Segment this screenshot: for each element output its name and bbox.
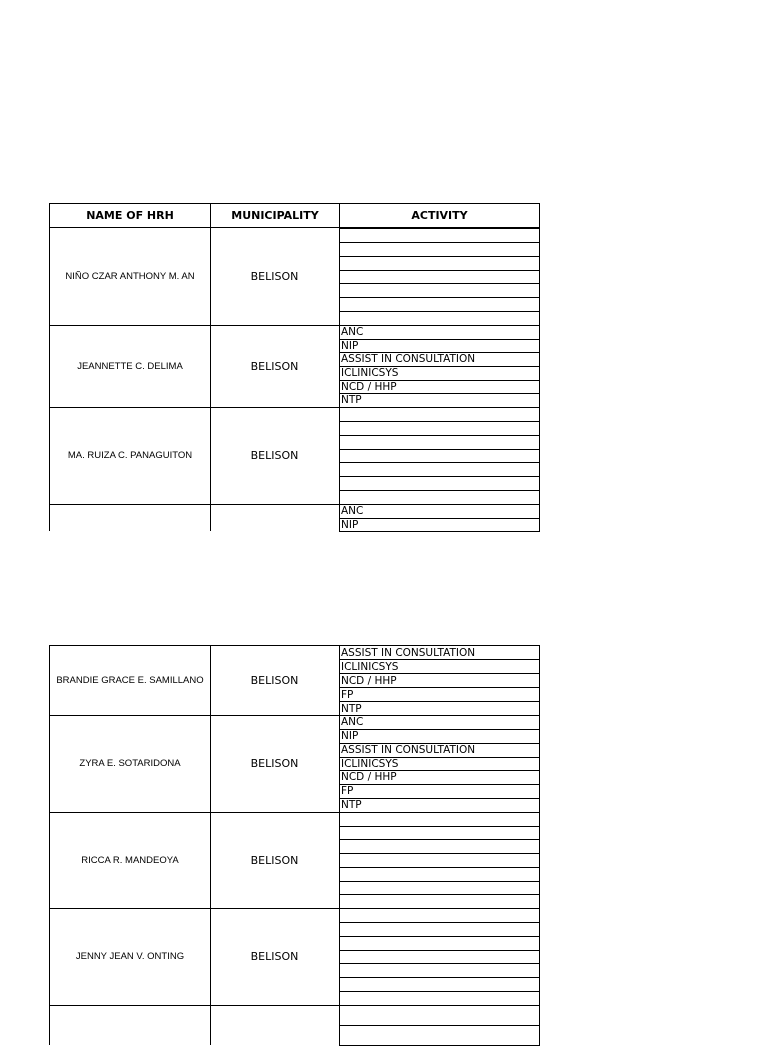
hrh-name-cell [49,504,211,531]
table-row [49,407,540,504]
header-municipality: MUNICIPALITY [210,203,340,228]
activity-cell [339,228,540,243]
row-divider [49,504,540,505]
activity-list [339,908,540,1005]
activity-cell [339,297,540,312]
row-divider [49,407,540,408]
table-bottom-edge [339,531,540,532]
municipality-cell: BELISON [210,812,340,908]
activity-cell [339,242,540,257]
row-divider [49,645,540,646]
municipality-cell [210,504,340,531]
activity-cell [339,839,540,854]
row-divider [49,908,540,909]
table-row [49,504,540,531]
activity-cell: NIP [339,729,540,744]
hrh-name-cell: ZYRA E. SOTARIDONA [49,715,211,812]
activity-list [339,645,540,715]
activity-cell: NTP [339,701,540,716]
municipality-cell: BELISON [210,325,340,407]
activity-cell [339,476,540,491]
activity-cell [339,283,540,298]
activity-cell: ANC [339,325,540,340]
hrh-name-cell: NIÑO CZAR ANTHONY M. AN [49,228,211,325]
activity-cell [339,462,540,477]
activity-cell [339,991,540,1006]
activity-cell: NCD / HHP [339,380,540,395]
table-page-2 [49,645,540,1024]
activity-cell: ICLINICSYS [339,757,540,772]
activity-list [339,715,540,812]
municipality-cell: BELISON [210,908,340,1005]
activity-cell [339,421,540,436]
activity-cell [339,449,540,464]
activity-cell [339,894,540,909]
activity-cell [339,881,540,896]
activity-cell: NIP [339,518,540,533]
activity-cell [339,407,540,422]
activity-cell [339,270,540,285]
activity-list [339,228,540,325]
activity-cell: FP [339,687,540,702]
activity-list [339,325,540,407]
table-row [49,812,540,908]
row-divider [49,1005,540,1006]
activity-cell: NIP [339,339,540,354]
activity-cell [339,435,540,450]
hrh-name-cell: MA. RUIZA C. PANAGUITON [49,407,211,504]
activity-cell: NTP [339,798,540,813]
municipality-cell: BELISON [210,645,340,715]
row-divider [49,715,540,716]
activity-cell: ASSIST IN CONSULTATION [339,645,540,660]
activity-cell [339,1025,540,1046]
activity-cell: NTP [339,393,540,408]
activity-cell: ICLINICSYS [339,366,540,381]
activity-list [339,407,540,504]
hrh-name-cell: BRANDIE GRACE E. SAMILLANO [49,645,211,715]
activity-cell [339,826,540,841]
activity-list [339,1005,540,1045]
table-row [49,325,540,407]
activity-cell [339,977,540,992]
activity-cell: NCD / HHP [339,673,540,688]
activity-cell [339,853,540,868]
activity-cell [339,936,540,951]
header-name-of-hrh: NAME OF HRH [49,203,211,228]
hrh-name-cell: JEANNETTE C. DELIMA [49,325,211,407]
hrh-name-cell: JENNY JEAN V. ONTING [49,908,211,1005]
table-page-1 [49,203,540,533]
header-activity: ACTIVITY [339,203,540,228]
table-row [49,908,540,1005]
activity-cell: ANC [339,504,540,519]
row-divider [49,325,540,326]
activity-cell [339,963,540,978]
hrh-name-cell: RICCA R. MANDEOYA [49,812,211,908]
activity-list [339,812,540,908]
activity-cell [339,922,540,937]
municipality-cell [210,1005,340,1045]
activity-cell [339,867,540,882]
table-row [49,645,540,715]
activity-cell [339,1005,540,1026]
activity-cell: ASSIST IN CONSULTATION [339,352,540,367]
activity-cell [339,311,540,326]
table-row [49,1005,540,1045]
activity-cell: ANC [339,715,540,730]
municipality-cell: BELISON [210,407,340,504]
activity-cell: ICLINICSYS [339,659,540,674]
table-row [49,228,540,325]
activity-cell [339,950,540,965]
activity-cell [339,908,540,923]
activity-cell [339,812,540,827]
table-row [49,715,540,812]
activity-cell [339,490,540,505]
activity-list [339,504,540,531]
activity-cell: FP [339,784,540,799]
municipality-cell: BELISON [210,228,340,325]
activity-cell [339,256,540,271]
municipality-cell: BELISON [210,715,340,812]
activity-cell: NCD / HHP [339,770,540,785]
row-divider [49,812,540,813]
hrh-name-cell [49,1005,211,1045]
activity-cell: ASSIST IN CONSULTATION [339,743,540,758]
